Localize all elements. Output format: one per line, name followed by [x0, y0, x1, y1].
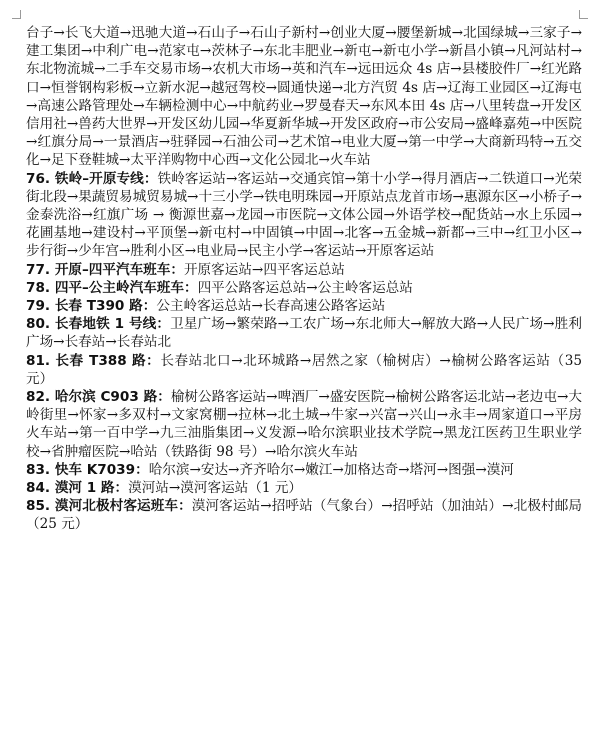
route-item [26, 279, 582, 297]
route-stops: 长春站北口→北环城路→居然之家（榆树店）→榆树公路客运站（35 元） [26, 352, 582, 387]
route-item [26, 461, 582, 479]
page-corner-mark-left [12, 10, 21, 19]
route-stops: 铁岭客运站→客运站→交通宾馆→第十小学→得月酒店→二铁道口→光荣街北段→果蔬贸易城贸易城→十三小学→铁电明珠园→开原站点龙首市场→惠源东区→小桥子→金泰洗浴→红旗广场 → 衡源世嘉→龙园→市医院→文体公园→外语学校→配货站→水上乐园→花圃基地→建设村→平顶堡→新屯村→中固镇→中固→北客→五金城→新都→三中→红卫小区→步行街→少年宫→胜利小区→电业局→民主小学→客运站→开原客运站 [26, 170, 582, 260]
route-title: 76. 铁岭–开原专线： [26, 170, 158, 187]
route-title: 79. 长春 T390 路： [26, 298, 157, 315]
route-item [26, 388, 582, 461]
route-item [26, 479, 582, 497]
route-stops: 公主岭客运总站→长春高速公路客运站 [156, 298, 386, 315]
route-title: 80. 长春地铁 1 号线： [26, 316, 171, 333]
route-stops: 漠河站→漠河客运站（1 元） [128, 480, 303, 497]
route-stops: 开原客运站→四平客运总站 [183, 261, 345, 278]
route-stops: 漠河客运站→招呼站（气象台）→招呼站（加油站）→北极村邮局（25 元） [26, 498, 582, 533]
route-title: 82. 哈尔滨 C903 路： [26, 389, 171, 406]
route-title: 77. 开原–四平汽车班车： [26, 261, 184, 278]
route-item [26, 352, 582, 388]
route-stops: 榆树公路客运站→啤酒厂→盛安医院→榆树公路客运北站→老边屯→大岭街里→怀家→多双村→文家窝棚→拉林→北土城→牛家→兴富→兴山→永丰→周家道口→平房火车站→第一百中学→九三油脂集团→义发源→哈尔滨职业技术学院→黑龙江医药卫生职业学校→省肿瘤医院→哈站（铁路街 98 号）→哈尔滨火车站 [26, 389, 582, 460]
route-item [26, 170, 582, 261]
route-title: 78. 四平–公主岭汽车班车： [26, 279, 198, 296]
route-title: 81. 长春 T388 路： [26, 352, 161, 369]
route-item [26, 297, 582, 315]
route-stops: 卫星广场→繁荣路→工农广场→东北师大→解放大路→人民广场→胜利广场→长春站→长春站北 [26, 316, 582, 351]
route-continuation-paragraph: 台子→长飞大道→迅驰大道→石山子→石山子新村→创业大厦→腰堡新城→北国绿城→三家子→建工集团→中利广电→范家屯→茨林子→东北丰肥业→新屯→新屯小学→新昌小镇→凡河站村→东北物流城→二手车交易市场→农机大市场→英和汽车→远田远众 4s 店→县楼胶件厂→红光路口→恒誉钢构彩板→立新水泥→越冠驾校→圆通快递→北方汽贸 4s 店→辽海工业园区→辽海屯→高速公路管理处→车辆检测中心→中航药业→罗曼春天→东风本田 4s 店→八里转盘→开发区信用社→兽药大世界→开发区幼儿园→华夏新华城→开发区政府→市公安局→盛峰嘉苑→中医院→红旗分局→一景酒店→驻驿园→石油公司→艺术馆→电业大厦→第一中学→大商新玛特→五交化→足下登鞋城→太平洋购物中心西→文化公园北→火车站 [26, 25, 582, 169]
route-title: 85. 漠河北极村客运班车： [26, 498, 192, 515]
route-item [26, 261, 582, 279]
document-body [26, 24, 582, 534]
route-stops: 哈尔滨→安达→齐齐哈尔→嫩江→加格达奇→塔河→图强→漠河 [148, 461, 514, 478]
route-item [26, 315, 582, 351]
page-corner-mark-right [579, 10, 588, 19]
route-stops: 四平公路客运总站→公主岭客运总站 [197, 279, 413, 296]
route-item [26, 497, 582, 533]
route-title: 84. 漠河 1 路： [26, 480, 129, 497]
route-title: 83. 快车 K7039： [26, 461, 149, 478]
